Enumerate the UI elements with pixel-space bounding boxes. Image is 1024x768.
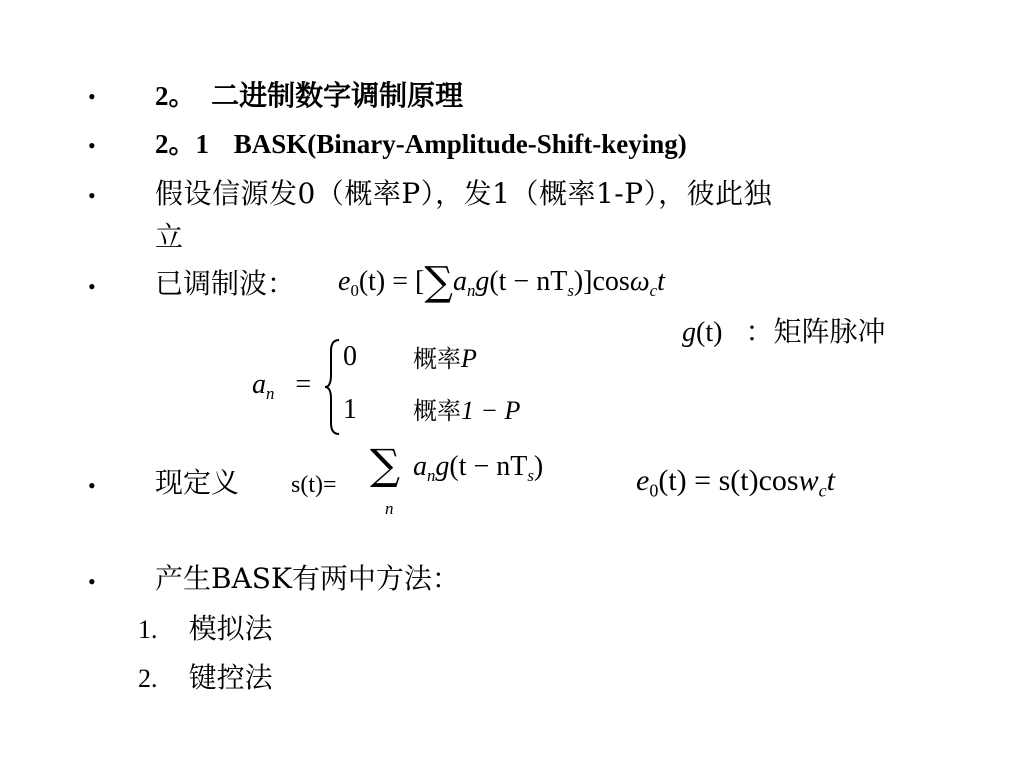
bullet-6: • xyxy=(88,569,96,594)
bullet-5: • xyxy=(88,473,96,498)
sum-index: n xyxy=(385,499,394,518)
method-item-2: 2. 键控法 xyxy=(138,661,273,694)
assumption-text-line2: 立 xyxy=(155,220,184,253)
section-heading-2-1 xyxy=(155,131,687,158)
case-0-prob: 概率P xyxy=(413,344,477,373)
section-title: 二进制数字调制原理 xyxy=(211,79,464,112)
modulated-wave-label: 已调制波： xyxy=(155,267,296,300)
s-definition-formula: $a_ng(t - nT_s)$ xyxy=(413,451,544,485)
g-pulse-note: g(t) ：矩阵脉冲 xyxy=(682,315,886,348)
bullet-3: • xyxy=(88,183,96,208)
bullet-2: • xyxy=(88,133,96,158)
s-definition-label: s(t)= xyxy=(291,472,337,498)
case-1-prob: 概率1 − P xyxy=(413,396,521,425)
sum-symbol: ∑ xyxy=(370,440,400,489)
bullet-1: • xyxy=(88,84,96,109)
case-0-value: 0 xyxy=(343,341,357,372)
method-item-1: 1. 模拟法 xyxy=(138,612,273,645)
section-number: 2。 xyxy=(155,81,196,111)
section-heading-2 xyxy=(155,79,464,112)
bullet-4: • xyxy=(88,274,96,299)
modulated-wave-formula: $e_0(t) = [\sum a_ng(t - nT_s)]\cos\omega_ct$ xyxy=(338,259,665,305)
section-title: BASK(Binary-Amplitude-Shift-keying) xyxy=(233,129,687,159)
bask-signal-formula: $e_0(t) = s(t)\cos w_ct$ xyxy=(636,464,835,501)
methods-intro: 产生BASK有两中方法： xyxy=(155,562,460,595)
sum-symbol: ∑ xyxy=(424,259,453,305)
left-brace xyxy=(323,337,343,437)
assumption-text-line1: 假设信源发0（概率P），发1（概率1-P），彼此独 xyxy=(155,177,773,210)
an-lhs: $a_n$ = xyxy=(252,369,312,403)
case-1-value: 1 xyxy=(343,394,357,425)
section-number: 2。1 xyxy=(155,129,209,159)
definition-label: 现定义 xyxy=(155,466,240,499)
